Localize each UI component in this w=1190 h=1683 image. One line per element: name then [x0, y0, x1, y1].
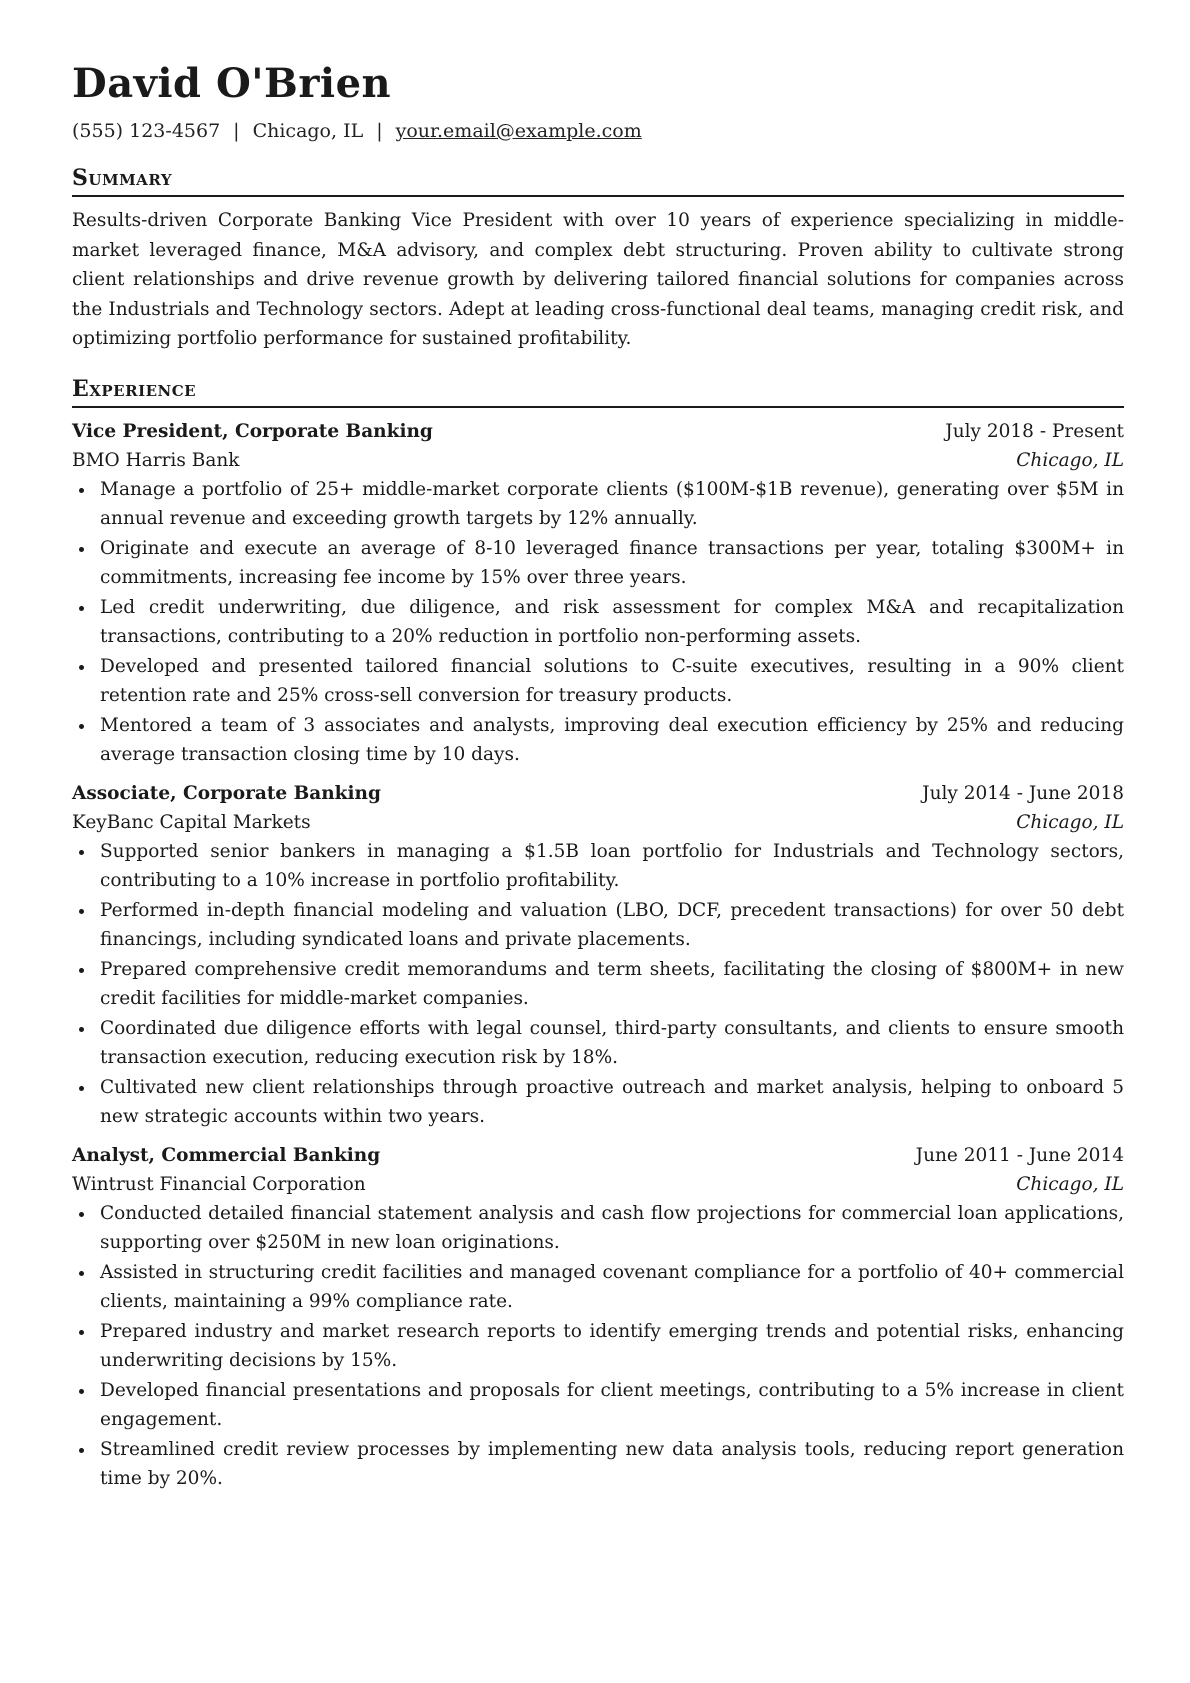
bullet-dot-icon — [79, 1086, 84, 1091]
job-entry — [72, 779, 1124, 1132]
job-company-row — [72, 446, 1124, 475]
bullet-dot-icon — [79, 968, 84, 973]
job-header-row — [72, 779, 1124, 808]
contact-email-link[interactable]: your.email@example.com — [395, 120, 642, 142]
job-header-row — [72, 1141, 1124, 1170]
bullet-text: Prepared comprehensive credit memorandums and term sheets, facilitating the closing of $800M+ in new credit facilities for middle-market companies. — [100, 958, 1124, 1009]
bullet-text: Developed and presented tailored financial solutions to C-suite executives, resulting in a 90% client retention rate and 25% cross-sell conversion for treasury products. — [100, 655, 1124, 706]
job-company: BMO Harris Bank — [72, 449, 240, 471]
bullet-text: Performed in-depth financial modeling and valuation (LBO, DCF, precedent transactions) for over 50 debt financings, including syndicated loans and private placements. — [100, 899, 1124, 950]
job-title: Vice President, Corporate Banking — [72, 420, 433, 442]
contact-separator: | — [233, 120, 240, 142]
contact-line — [72, 118, 1124, 144]
bullet-dot-icon — [79, 1027, 84, 1032]
bullet-dot-icon — [79, 724, 84, 729]
bullet-dot-icon — [79, 1448, 84, 1453]
bullet-dot-icon — [79, 1271, 84, 1276]
bullet-dot-icon — [79, 665, 84, 670]
job-dates: June 2011 - June 2014 — [915, 1144, 1124, 1166]
job-title: Associate, Corporate Banking — [72, 782, 381, 804]
job-bullet-list — [72, 475, 1124, 770]
resume-page — [72, 58, 1124, 1494]
bullet-dot-icon — [79, 547, 84, 552]
job-company-row — [72, 808, 1124, 837]
bullet-dot-icon — [79, 909, 84, 914]
contact-phone: (555) 123-4567 — [72, 120, 221, 142]
job-bullet — [72, 711, 1124, 770]
job-bullet — [72, 1073, 1124, 1132]
bullet-text: Conducted detailed financial statement analysis and cash flow projections for commercial loan applications, supporting over $250M in new loan originations. — [100, 1202, 1124, 1253]
summary-heading: Summary — [72, 164, 1124, 197]
job-bullet — [72, 593, 1124, 652]
bullet-dot-icon — [79, 488, 84, 493]
job-bullet — [72, 652, 1124, 711]
bullet-text: Streamlined credit review processes by implementing new data analysis tools, reducing report generation time by 20%. — [100, 1438, 1124, 1489]
job-bullet — [72, 1317, 1124, 1376]
job-bullet — [72, 1014, 1124, 1073]
job-bullet-list — [72, 1199, 1124, 1494]
job-bullet — [72, 1376, 1124, 1435]
contact-location: Chicago, IL — [252, 120, 364, 142]
job-bullet-list — [72, 837, 1124, 1132]
bullet-text: Assisted in structuring credit facilities and managed covenant compliance for a portfolio of 40+ commercial clients, maintaining a 99% compliance rate. — [100, 1261, 1124, 1312]
bullet-text: Cultivated new client relationships through proactive outreach and market analysis, helping to onboard 5 new strategic accounts within two years. — [100, 1076, 1124, 1127]
bullet-text: Supported senior bankers in managing a $1.5B loan portfolio for Industrials and Technology sectors, contributing to a 10% increase in portfolio profitability. — [100, 840, 1124, 891]
contact-separator: | — [376, 120, 383, 142]
job-bullet — [72, 534, 1124, 593]
bullet-dot-icon — [79, 1212, 84, 1217]
bullet-text: Mentored a team of 3 associates and analysts, improving deal execution efficiency by 25% and reducing average transaction closing time by 10 days. — [100, 714, 1124, 765]
job-location: Chicago, IL — [1016, 1173, 1124, 1195]
summary-text: Results-driven Corporate Banking Vice President with over 10 years of experience specializing in middle-market leveraged finance, M&A advisory, and complex debt structuring. Proven ability to cultivate strong client relationships and drive revenue growth by delivering tailored financial solutions for companies across the Industrials and Technology sectors. Adept at leading cross-functional deal teams, managing credit risk, and optimizing portfolio performance for sustained profitability. — [72, 210, 1124, 349]
bullet-text: Led credit underwriting, due diligence, and risk assessment for complex M&A and recapitalization transactions, contributing to a 20% reduction in portfolio non-performing assets. — [100, 596, 1124, 647]
job-bullet — [72, 955, 1124, 1014]
job-bullet — [72, 1435, 1124, 1494]
bullet-text: Coordinated due diligence efforts with legal counsel, third-party consultants, and clients to ensure smooth transaction execution, reducing execution risk by 18%. — [100, 1017, 1124, 1068]
bullet-text: Manage a portfolio of 25+ middle-market corporate clients ($100M-$1B revenue), generating over $5M in annual revenue and exceeding growth targets by 12% annually. — [100, 478, 1124, 529]
job-dates: July 2014 - June 2018 — [922, 782, 1124, 804]
job-entry — [72, 1141, 1124, 1494]
bullet-dot-icon — [79, 606, 84, 611]
bullet-dot-icon — [79, 1389, 84, 1394]
bullet-text: Developed financial presentations and proposals for client meetings, contributing to a 5% increase in client engagement. — [100, 1379, 1124, 1430]
job-location: Chicago, IL — [1016, 449, 1124, 471]
job-title: Analyst, Commercial Banking — [72, 1144, 381, 1166]
experience-heading: Experience — [72, 375, 1124, 408]
job-bullet — [72, 475, 1124, 534]
job-bullet — [72, 896, 1124, 955]
job-company: Wintrust Financial Corporation — [72, 1173, 366, 1195]
bullet-dot-icon — [79, 850, 84, 855]
job-company-row — [72, 1170, 1124, 1199]
job-bullet — [72, 837, 1124, 896]
bullet-text: Originate and execute an average of 8-10 leveraged finance transactions per year, totaling $300M+ in commitments, increasing fee income by 15% over three years. — [100, 537, 1124, 588]
job-entry — [72, 417, 1124, 770]
job-bullet — [72, 1199, 1124, 1258]
bullet-text: Prepared industry and market research reports to identify emerging trends and potential risks, enhancing underwriting decisions by 15%. — [100, 1320, 1124, 1371]
bullet-dot-icon — [79, 1330, 84, 1335]
job-company: KeyBanc Capital Markets — [72, 811, 311, 833]
candidate-name: David O'Brien — [72, 60, 392, 107]
job-bullet — [72, 1258, 1124, 1317]
job-header-row — [72, 417, 1124, 446]
job-location: Chicago, IL — [1016, 811, 1124, 833]
job-dates: July 2018 - Present — [945, 420, 1124, 442]
